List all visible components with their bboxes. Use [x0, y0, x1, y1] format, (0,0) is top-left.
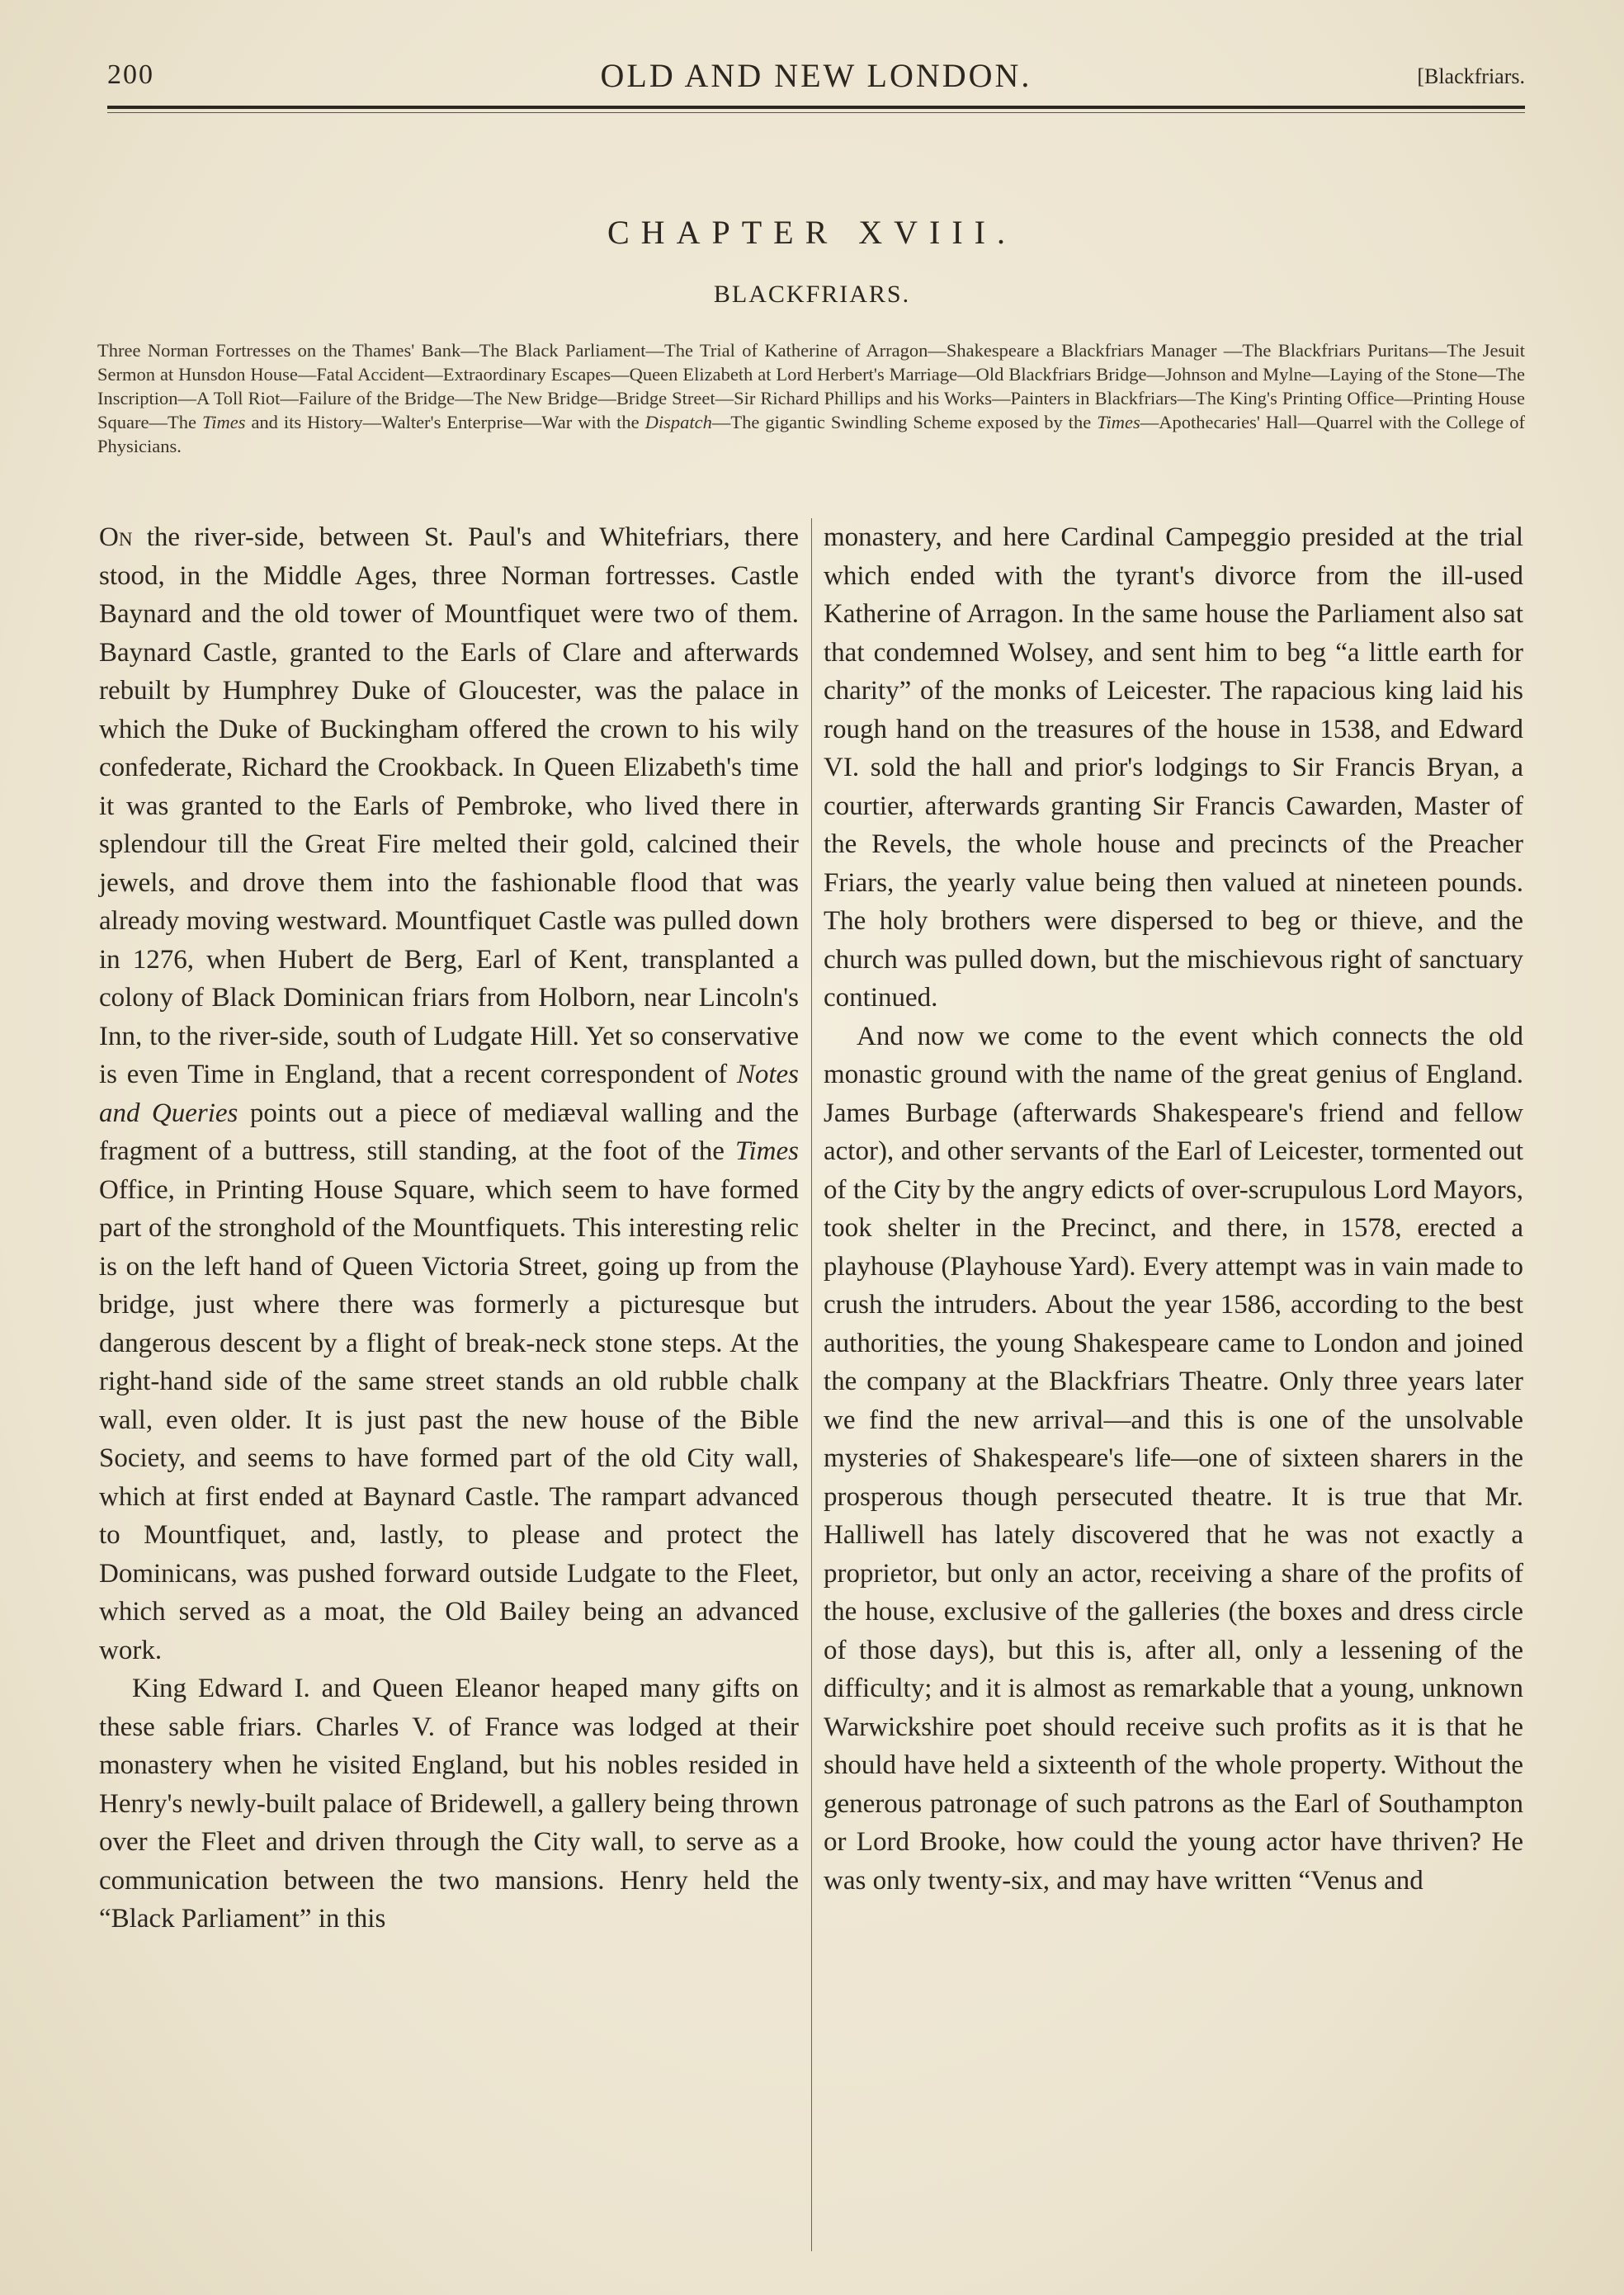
synopsis-text: Three Norman Fortresses on the Thames' Bank—The Black Parliament—The Trial of Katherine of Arragon—Shakespeare a Blackfriars Manager —The Blackfriars Puritans—The Jesuit Sermon at Hunsdon House—Fatal Accident—Extraordinary Escapes—Queen Elizabeth at Lord Herbert's Marriage—Old Blackfriars Bridge—Johnson and Mylne—Laying of the Stone—The Inscription—A Toll Riot—Failure of the Bridge—The New Bridge—Bridge Street—Sir Richard Phillips and his Works—Painters in Blackfriars—The King's Printing Office—Printing House Square—The	[97, 340, 1525, 432]
paragraph: And now we come to the event which connects the old monastic ground with the name of the great genius of England. James Burbage (afterwards Shakespeare's friend and fellow actor), and other servants of the Earl of Leicester, tormented out of the City by the angry edicts of over-scrupulous Lord Mayors, took shelter in the Precinct, and there, in 1578, erected a playhouse (Playhouse Yard). Every attempt was in vain made to crush the intruders. About the year 1586, according to the best authorities, the young Shakespeare came to London and joined the company at the Blackfriars Theatre. Only three years later we find the new arrival—and this is one of the unsolvable mysteries of Shakespeare's life—one of sixteen sharers in the prosperous though persecuted theatre. It is true that Mr. Halliwell has lately discovered that he was not exactly a proprietor, but only an actor, receiving a share of the profits of the house, exclusive of the galleries (the boxes and dress circle of those days), but this is, after all, only a lessening of the difficulty; and it is almost as remarkable that a young, unknown Warwickshire poet should receive such profits as it is that he should have held a sixteenth of the whole property. Without the generous patronage of such patrons as the Earl of Southampton or Lord Brooke, how could the young actor have thriven? He was only twenty-six, and may have written “Venus and	[824, 1021, 1523, 1896]
synopsis-text: and its History—Walter's Enterprise—War with the	[245, 412, 645, 432]
opening-word: On	[99, 522, 133, 552]
synopsis-text: —Apothecaries' Hall—Quarrel with the College of Physicians.	[97, 412, 1526, 456]
section-tag: [Blackfriars.	[1417, 64, 1525, 88]
paragraph-text: the river-side, between St. Paul's and Whitefriars, there stood, in the Middle Ages, three Norman fortresses. Castle Baynard and the old tower of Mountfiquet were two of them. Baynard Castle, granted to the Earls of Clare and afterwards rebuilt by Humphrey Duke of Gloucester, was the palace in which the Duke of Buckingham offered the crown to his wily confederate, Richard the Crookback. In Queen Elizabeth's time it was granted to the Earls of Pembroke, who lived there in splendour till the Great Fire melted their gold, calcined their jewels, and drove them into the fashionable flood that was already moving westward. Mountfiquet Castle was pulled down in 1276, when Hubert de Berg, Earl of Kent, transplanted a colony of Black Dominican friars from Holborn, near Lincoln's Inn, to the river-side, south of Ludgate Hill. Yet so conservative is even Time in England, that a recent correspondent of	[99, 522, 799, 1089]
paragraph-text: Office, in Printing House Square, which seem to have formed part of the stronghold of the Mountfiquets. This interesting relic is on the left hand of Queen Victoria Street, going up from the bridge, just where there was formerly a picturesque but dangerous descent by a flight of break-neck stone steps. At the right-hand side of the same street stands an old rubble chalk wall, even older. It is just past the new house of the Bible Society, and seems to have formed part of the old City wall, which at first ended at Baynard Castle. The rampart advanced to Mountfiquet, and, lastly, to please and protect the Dominicans, was pushed forward outside Ludgate to the Fleet, which served as a moat, the Old Bailey being an advanced work.	[99, 1174, 799, 1665]
running-head	[107, 56, 1525, 106]
header-rule-thin	[107, 112, 1525, 113]
page-number: 200	[107, 59, 154, 90]
column-divider	[811, 518, 812, 2251]
paragraph: monastery, and here Cardinal Campeggio presided at the trial which ended with the tyrant's divorce from the ill-used Katherine of Arragon. In the same house the Parliament also sat that condemned Wolsey, and sent him to beg “a little earth for charity” of the monks of Leicester. The rapacious king laid his rough hand on the treasures of the house in 1538, and Edward VI. sold the hall and prior's lodgings to Sir Francis Bryan, a courtier, afterwards granting Sir Francis Cawarden, Master of the Revels, the whole house and precincts of the Preacher Friars, the yearly value being then valued at nineteen pounds. The holy brothers were dispersed to beg or thieve, and the church was pulled down, but the mischievous right of sanctuary continued.	[824, 522, 1523, 1013]
chapter-synopsis	[97, 338, 1525, 458]
chapter-number: CHAPTER XVIII.	[607, 214, 1017, 251]
synopsis-italic-dispatch: Dispatch	[644, 412, 712, 432]
italic-title: Times	[734, 1136, 799, 1166]
paragraph: King Edward I. and Queen Eleanor heaped many gifts on these sable friars. Charles V. of France was lodged at their monastery when he visited England, but his nobles resided in Henry's newly-built palace of Bridewell, a gallery being thrown over the Fleet and driven through the City wall, to serve as a communication between the two mansions. Henry held the “Black Parliament” in this	[99, 1674, 799, 1934]
right-column	[824, 518, 1523, 1900]
synopsis-text: —The gigantic Swindling Scheme exposed by the	[711, 412, 1098, 432]
synopsis-italic-times: Times	[1097, 412, 1140, 432]
left-column	[99, 518, 799, 1938]
book-title: OLD AND NEW LONDON.	[600, 57, 1032, 94]
header-rule	[107, 106, 1525, 109]
chapter-title: BLACKFRIARS.	[713, 281, 911, 308]
synopsis-italic-times: Times	[201, 412, 246, 432]
paragraph-text: points out a piece of mediæval walling and the fragment of a buttress, still standing, at the foot of the	[99, 1098, 799, 1166]
paragraph	[99, 518, 799, 1669]
italic-title: Notes and Queries	[99, 1060, 799, 1128]
